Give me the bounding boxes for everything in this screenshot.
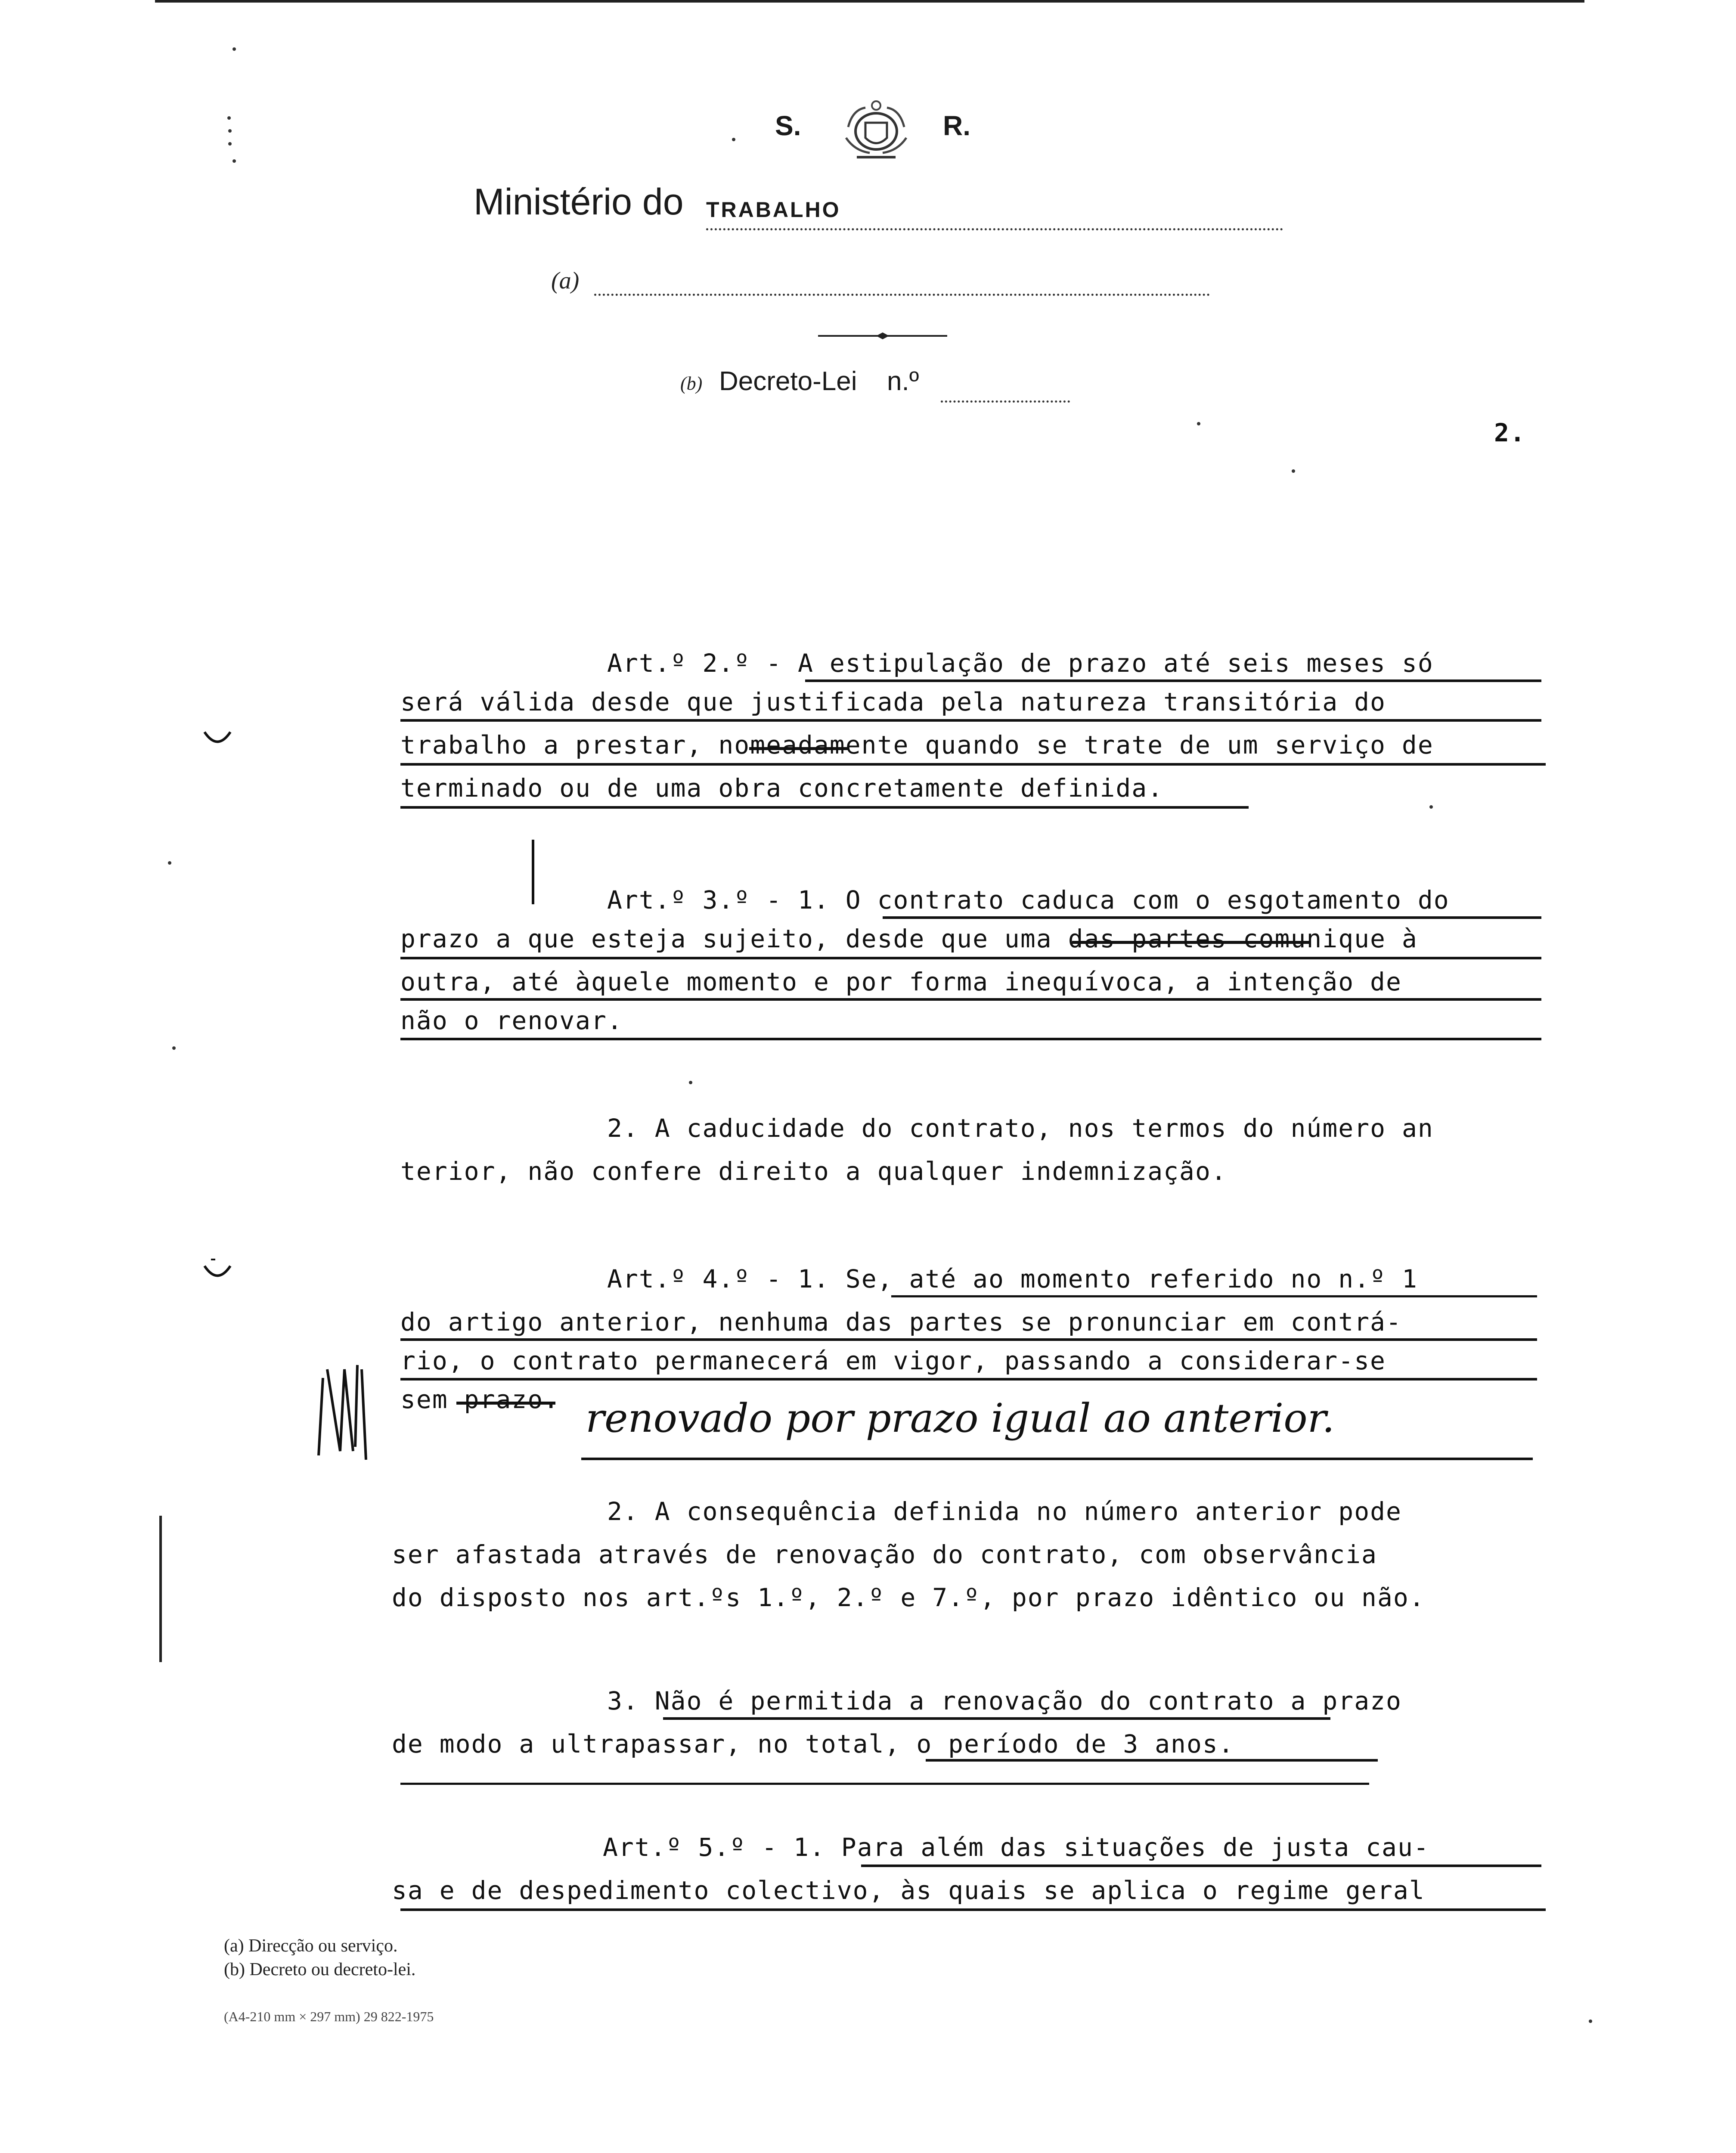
footnote-a: (a) Direcção ou serviço. <box>224 1936 398 1956</box>
text-line-14: sem prazo. <box>400 1385 560 1414</box>
margin-bracket-mark <box>202 728 232 756</box>
text-line-13: rio, o contrato permanecerá em vigor, passando a considerar-se <box>400 1346 1386 1375</box>
text-line-9: 2. A caducidade do contrato, nos termos do número an <box>607 1114 1434 1143</box>
text-line-10: terior, não confere direito a qualquer indemnização. <box>400 1157 1227 1186</box>
ministry-dotted-line <box>706 228 1283 230</box>
decree-dotted-line <box>941 400 1070 403</box>
ministry-prefix: Ministério do <box>474 181 684 223</box>
field-a-label: (a) <box>551 267 580 294</box>
text-line-16: ser afastada através de renovação do contrato, com observância <box>392 1540 1377 1569</box>
top-border <box>155 0 1584 3</box>
text-line-20: Art.º 5.º - 1. Para além das situações de justa cau- <box>603 1833 1429 1862</box>
text-line-3: trabalho a prestar, nomeadamente quando se trate de um serviço de <box>400 730 1434 760</box>
printer-line: (A4-210 mm × 297 mm) 29 822-1975 <box>224 2009 434 2024</box>
decree-number-label: n.º <box>887 366 919 396</box>
strikethrough-mark <box>749 747 848 750</box>
text-line-17: do disposto nos art.ºs 1.º, 2.º e 7.º, por prazo idêntico ou não. <box>392 1583 1425 1612</box>
divider-ornament <box>818 332 947 340</box>
strikethrough-mark <box>456 1402 555 1405</box>
text-line-6: prazo a que esteja sujeito, desde que uma das partes comunique à <box>400 924 1418 953</box>
republic-emblem-icon <box>840 97 913 161</box>
strikethrough-mark <box>1072 941 1309 944</box>
text-line-19: de modo a ultrapassar, no total, o período de 3 anos. <box>392 1729 1234 1759</box>
text-line-11: Art.º 4.º - 1. Se, até ao momento referido no n.º 1 <box>607 1264 1418 1294</box>
text-line-8: não o renovar. <box>400 1006 623 1035</box>
margin-initials-mark <box>314 1352 375 1466</box>
text-line-4: terminado ou de uma obra concretamente definida. <box>400 773 1164 803</box>
text-line-1: Art.º 2.º - A estipulação de prazo até seis meses só <box>607 648 1434 678</box>
margin-vertical-mark <box>159 1516 162 1662</box>
handwritten-note: renovado por prazo igual ao anterior. <box>586 1395 1335 1441</box>
footnote-b: (b) Decreto ou decreto-lei. <box>224 1960 416 1979</box>
page-number: 2. <box>1494 418 1526 447</box>
text-line-18: 3. Não é permitida a renovação do contrato a prazo <box>607 1686 1402 1716</box>
header-right-letter: R. <box>943 110 970 141</box>
text-line-15: 2. A consequência definida no número anterior pode <box>607 1497 1402 1526</box>
text-line-2: será válida desde que justificada pela natureza transitória do <box>400 687 1386 717</box>
decree-label: Decreto-Lei <box>719 366 857 396</box>
ministry-name: TRABALHO <box>706 198 841 222</box>
text-line-7: outra, até àquele momento e por forma inequívoca, a intenção de <box>400 967 1402 996</box>
decree-marker: (b) <box>680 373 703 394</box>
header-left-letter: S. <box>775 110 801 141</box>
margin-vertical-mark <box>532 840 534 904</box>
field-a-dotted-line <box>594 294 1210 296</box>
margin-bracket-mark <box>202 1257 232 1290</box>
text-line-5: Art.º 3.º - 1. O contrato caduca com o esgotamento do <box>607 885 1450 915</box>
text-line-12: do artigo anterior, nenhuma das partes se pronunciar em contrá- <box>400 1307 1402 1337</box>
text-line-21: sa e de despedimento colectivo, às quais se aplica o regime geral <box>392 1876 1425 1905</box>
